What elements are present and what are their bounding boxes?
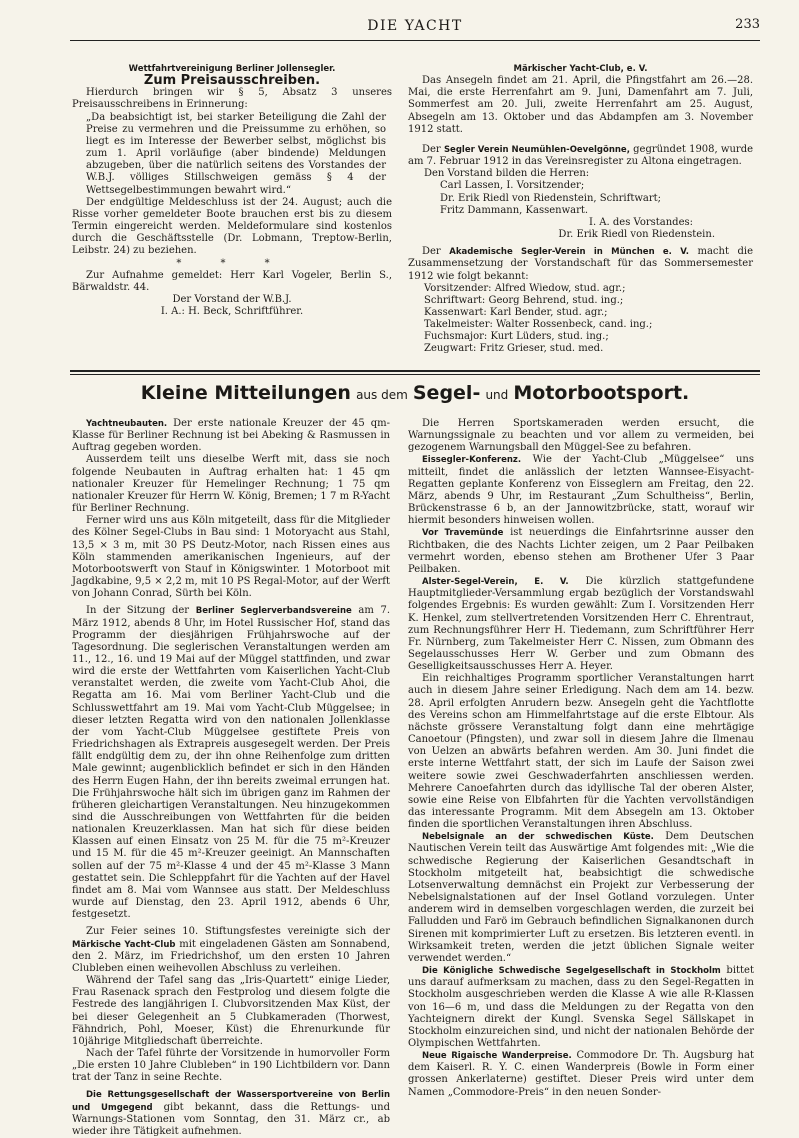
news-paragraph: Eissegler-Konferenz. Wie der Yacht-Club „Müggelsee“ uns mitteilt, findet die anlässlich der letzten Wannsee-Eisyacht-Regatten geplante Konferenz von Eisseglern am Freitag, den 22. März, abends 9 Uhr, im Restaurant „Zum Schultheiss“, Berlin, Brückenstrasse 6 b, an der Jannowitzbrücke, statt, worauf wir hiermit besonders hinweisen wollen.	[408, 454, 755, 527]
signature-line-1: Der Vorstand der W.B.J.	[172, 293, 292, 305]
asv-board-line: Vorsitzender: Alfred Wiedow, stud. agr.;	[424, 282, 626, 294]
club-schedule-paragraph: Das Ansegeln findet am 21. April, die Pfingstfahrt am 26.—28. Mai, die erste Herrenfahrt am 9. Juni, Damenfahrt am 7. Juli, Sommerfest am 20. Juli, zweite Herrenfahrt am 25. August, Absegeln am 13. Oktober und das Abdampfen am 3. November 1912 statt.	[408, 75, 753, 135]
vorstand-sign-2: Dr. Erik Riedl von Riedenstein.	[558, 229, 715, 241]
page-number: 233	[735, 17, 760, 32]
news-paragraph: Yachtneubauten. Der erste nationale Kreuzer der 45 qm-Klasse für Berliner Rechnung ist bei Abeking & Rasmussen in Auftrag gegeben worden.	[72, 418, 390, 454]
asv-board-line: Takelmeister: Walter Rossenbeck, cand. ing.;	[424, 319, 653, 331]
news-paragraph: Die Rettungsgesellschaft der Wassersportvereine von Berlin und Umgegend gibt bekannt, dass die Rettungs- und Warnungs-Stationen vom Sonntag, den 31. März cr., ab wieder ihre Tätigkeit aufnehmen.	[72, 1090, 390, 1137]
section-divider-stars: * * *	[176, 257, 288, 269]
news-paragraph: Die Herren Sportskameraden werden ersucht, die Warnungssignale zu beachten und vor allem zu vermeiden, bei gezogenem Warnungsball den Müggel-See zu befahren.	[408, 418, 754, 454]
news-paragraph: Ein reichhaltiges Programm sportlicher Veranstaltungen harrt auch in diesem Jahre seiner Erledigung. Nach dem am 14. bezw. 28. April erfolgten Anrudern bezw. Ansegeln geht die Yachtflotte des Vereins schon am Himmelfahrtstage auf die erste Elbtour. Als nächste grössere Veranstaltung folgt dann eine mehrtägige Canoetour (Pfingsten), und zwar soll in diesem Jahre die Ilmenau von Uelzen an abwärts befahren werden. Am 30. Juni findet die erste interne Wettfahrt statt, der sich im Laufe der Saison zwei weitere sowie zwei Geschwaderfahrten anschliessen werden. Mehrere Canoefahrten durch das idyllische Tal der oberen Alster, sowie eine Reise von Elbfahrten für die Yachten vervollständigen das interessante Programm. Mit dem Absegeln am 13. Oktober finden die sportlichen Veranstaltungen ihren Abschluss.	[408, 673, 754, 831]
vorstand-line: Fritz Dammann, Kassenwart.	[440, 204, 589, 216]
news-paragraph: Neue Rigaische Wanderpreise. Commodore Dr. Th. Augsburg hat dem Kaiserl. R. Y. C. einen Wanderpreis (Bowle in Form einer grossen Ankerlaterne) gestiftet. Dieser Preis wird unter dem Namen „Commodore-Preis“ in den neuen Sonder-	[408, 1050, 754, 1098]
org-heading: Wettfahrtvereinigung Berliner Jollensegler.	[128, 64, 336, 74]
vorstand-line: Dr. Erik Riedl von Riedenstein, Schriftwart;	[440, 192, 662, 204]
news-paragraph: Die Königliche Schwedische Segelgesellschaft in Stockholm bittet uns darauf aufmerksam zu machen, dass zu den Segel-Regatten in Stockholm ausgeschrieben werden die Klasse A wie alle R-Klassen von 16—6 m, und dass die Meldungen zu der Regatta von den Yachteignern direkt der Kungl. Svenska Segel Sällskapet in Stockholm einzureichen sind, und nicht der nationalen Behörde der Olympischen Wettfahrten.	[408, 965, 754, 1049]
top-left-column	[72, 63, 392, 318]
asv-name: Akademische Segler-Verein in München e. V.	[449, 247, 689, 258]
news-paragraph: Ausserdem teilt uns dieselbe Werft mit, dass sie noch folgende Neubauten in Auftrag erhalten hat: 1 45 qm nationaler Kreuzer für Hemelinger Rechnung; 1 75 qm nationaler Kreuzer für Herrn W. König, Bremen; 1 7 m R-Yacht für Berliner Rechnung.	[72, 454, 390, 515]
svn-name: Segler Verein Neumühlen-Oevelgönne,	[443, 144, 630, 155]
section-banner-title: Kleine Mitteilungen aus dem Segel- und Motorbootsport.	[140, 382, 690, 404]
vorstand-sign-1: I. A. des Vorstandes:	[589, 216, 693, 228]
intro-paragraph: Hierdurch bringen wir § 5, Absatz 3 unseres Preisausschreibens in Erinnerung:	[72, 87, 392, 111]
news-paragraph: Nach der Tafel führte der Vorsitzende in humorvoller Form „Die ersten 10 Jahre Clubleben“ in 190 Lichtbildern vor. Dann trat der Tanz in seine Rechte.	[72, 1047, 390, 1084]
asv-board-line: Fuchsmajor: Kurt Lüders, stud. ing.;	[424, 331, 609, 343]
deadline-paragraph: Der endgültige Meldeschluss ist der 24. August; auch die Risse vorher gemeldeter Boote brauchen erst bis zu diesem Termin eingereicht werden. Meldeformulare sind kostenlos durch die Geschäftsstelle (Dr. Lobmann, Treptow-Berlin, Leibstr. 24) zu beziehen.	[72, 196, 392, 257]
news-paragraph: Alster-Segel-Verein, E. V. Die kürzlich stattgefundene Hauptmitglieder-Versammlung ergab bezüglich der Vorstandswahl folgendes Ergebnis: Es wurden gewählt: Zum I. Vorsitzenden Herr K. Henkel, zum stellvertretenden Vorsitzenden Herr C. Ehrentraut, zum Rechnungsführer Herr H. Tiedemann, zum Schriftführer Herr Fr. Nürnberg, zum Takelmeister Herr C. Nissen, zum Obmann des Segelausschusses Herr W. Gerber und zum Obmann des Geselligkeitsausschusses Herr A. Heyer.	[408, 576, 754, 673]
svn-paragraph: Der Segler Verein Neumühlen-Oevelgönne, gegründet 1908, wurde am 7. Februar 1912 in das Vereinsregister zu Altona eingetragen.	[408, 143, 754, 168]
news-paragraph: Während der Tafel sang das „Iris-Quartett“ einige Lieder, Frau Rasenack sprach den Festprolog und diesem folgte die Festrede des langjährigen I. Clubvorsitzenden Max Küst, der bei dieser Gelegenheit an 5 Clubkameraden (Thorwest, Fähndrich, Pohl, Moeser, Küst) die Ehrenurkunde für 10jährige Mitgliedschaft überreichte.	[72, 975, 390, 1047]
section-divider-rule	[70, 370, 760, 375]
club-heading: Märkischer Yacht-Club, e. V.	[513, 64, 648, 74]
news-paragraph: Nebelsignale an der schwedischen Küste. Dem Deutschen Nautischen Verein teilt das Auswärtige Amt folgendes mit: „Wie die schwedische Regierung der Kaiserlichen Gesandtschaft in Stockholm mitgeteilt hat, beabsichtigt die schwedische Lotsenverwaltung demnächst ein Projekt zur Verbesserung der Nebelsignalstationen auf der Insel Gotland vorzulegen. Unter anderem wird in demselben vorgeschlagen werden, die zurzeit bei Falludden und Farö im Gebrauch befindlichen Signalkanonen durch Sirenen mit komprimierter Luft zu ersetzen. Bis letzteren eventl. in Wirksamkeit treten, werden die jetzt üblichen Signale weiter verwendet werden.“	[408, 831, 754, 964]
top-right-column	[408, 63, 753, 356]
news-paragraph: Ferner wird uns aus Köln mitgeteilt, dass für die Mitglieder des Kölner Segel-Clubs in Bau sind: 1 Motoryacht aus Stahl, 13,5 × 3 m, mit 30 PS Deutz-Motor, nach Rissen eines aus Köln stammenden amerikanischen Ingenieurs, auf der Motorbootswerft von Stauf in Königswinter. 1 Motorboot mit Jagdkabine, 9,5 × 2,2 m, mit 10 PS Regal-Motor, auf der Werft von Johann Conrad, Sürth bei Köln.	[72, 515, 390, 600]
asv-board-line: Kassenwart: Karl Bender, stud. agr.;	[424, 306, 608, 318]
news-paragraph: In der Sitzung der Berliner Seglerverbandsvereine am 7. März 1912, abends 8 Uhr, im Hotel Russischer Hof, stand das Programm der diesjährigen Frühjahrswoche auf der Tagesordnung. Die seglerischen Veranstaltungen werden am 11., 12., 16. und 19 Mai auf der Müggel stattfinden, und zwar wird die erste der Wettfahrten vom Kaiserlichen Yacht-Club veranstaltet werden, die zweite vom Yacht-Club Ahoi, die Regatta am 16. Mai vom Berliner Yacht-Club und die Schlusswettfahrt am 19. Mai vom Yacht-Club Müggelsee; in dieser letzten Regatta wird von den nationalen Jollenklasse der vom Yacht-Club Müggelsee gestiftete Preis von Friedrichshagen als Extrapreis ausgesegelt werden. Der Preis fällt endgültig dem zu, der ihn ohne Reihenfolge zum dritten Male gewinnt; augenblicklich befindet er sich in den Händen des Herrn Eugen Hahn, der ihn bereits zweimal errungen hat. Die Frühjahrswoche hält sich im übrigen ganz im Rahmen der früheren gleichartigen Veranstaltungen. Neu hinzugekommen sind die Ausschreibungen von Wettfahrten für die beiden nationalen Kreuzerklassen. Man hat sich für diese beiden Klassen auf einen Einsatz von 25 M. für die 75 m²-Kreuzer und 15 M. für die 45 m²-Kreuzer geeinigt. An Mannschaften sollen auf der 75 m²-Klasse 4 und der 45 m²-Klasse 3 Mann gestattet sein. Die Schleppfahrt für die Yachten auf der Havel findet am 8. Mai vom Wannsee aus statt. Der Meldeschluss wurde auf Dienstag, den 23. April 1912, abends 6 Uhr, festgesetzt.	[72, 605, 391, 921]
vorstand-intro: Den Vorstand bilden die Herren:	[424, 168, 590, 180]
journal-title: DIE YACHT	[367, 18, 463, 34]
asv-board-line: Zeugwart: Fritz Grieser, stud. med.	[424, 343, 604, 355]
vorstand-line: Carl Lassen, I. Vorsitzender;	[440, 180, 585, 192]
news-paragraph: Vor Travemünde ist neuerdings die Einfahrtsrinne ausser den Richtbaken, die des Nachts Lichter zeigen, um 2 Paar Peilbaken vermehrt worden, ebenso stehen am Brothener Ufer 3 Paar Peilbaken.	[408, 527, 754, 575]
news-paragraph: Zur Feier seines 10. Stiftungsfestes vereinigte sich der Märkische Yacht-Club mit eingeladenen Gästen am Sonnabend, den 2. März, im Friedrichshof, um den ersten 10 Jahren Clubleben einen weihevollen Abschluss zu verleihen.	[72, 926, 390, 974]
asv-paragraph: Der Akademische Segler-Verein in München e. V. macht die Zusammensetzung der Vorstandschaft für das Sommersemester 1912 wie folgt bekannt:	[408, 246, 754, 282]
article-title: Zum Preisausschreiben.	[143, 73, 321, 89]
bottom-left-column	[72, 418, 390, 1138]
asv-board-line: Schriftwart: Georg Behrend, stud. ing.;	[424, 294, 624, 306]
signature-line-2: I. A.: H. Beck, Schriftführer.	[160, 306, 304, 318]
page-header	[70, 14, 760, 41]
bottom-right-column	[408, 418, 754, 1099]
membership-paragraph: Zur Aufnahme gemeldet: Herr Karl Vogeler, Berlin S., Bärwaldstr. 44.	[72, 269, 392, 293]
quote-paragraph: „Da beabsichtigt ist, bei starker Beteiligung die Zahl der Preise zu vermehren und die Preissumme zu erhöhen, so liegt es im Interesse der Bewerber selbst, möglichst bis zum 1. April vorläufige (aber bindende) Meldungen abzugeben, über die natürlich seitens des Vorstandes der W.B.J. völliges Stillschweigen gemäss § 4 der Wettsegelbestimmungen bewahrt wird.“	[86, 111, 386, 196]
